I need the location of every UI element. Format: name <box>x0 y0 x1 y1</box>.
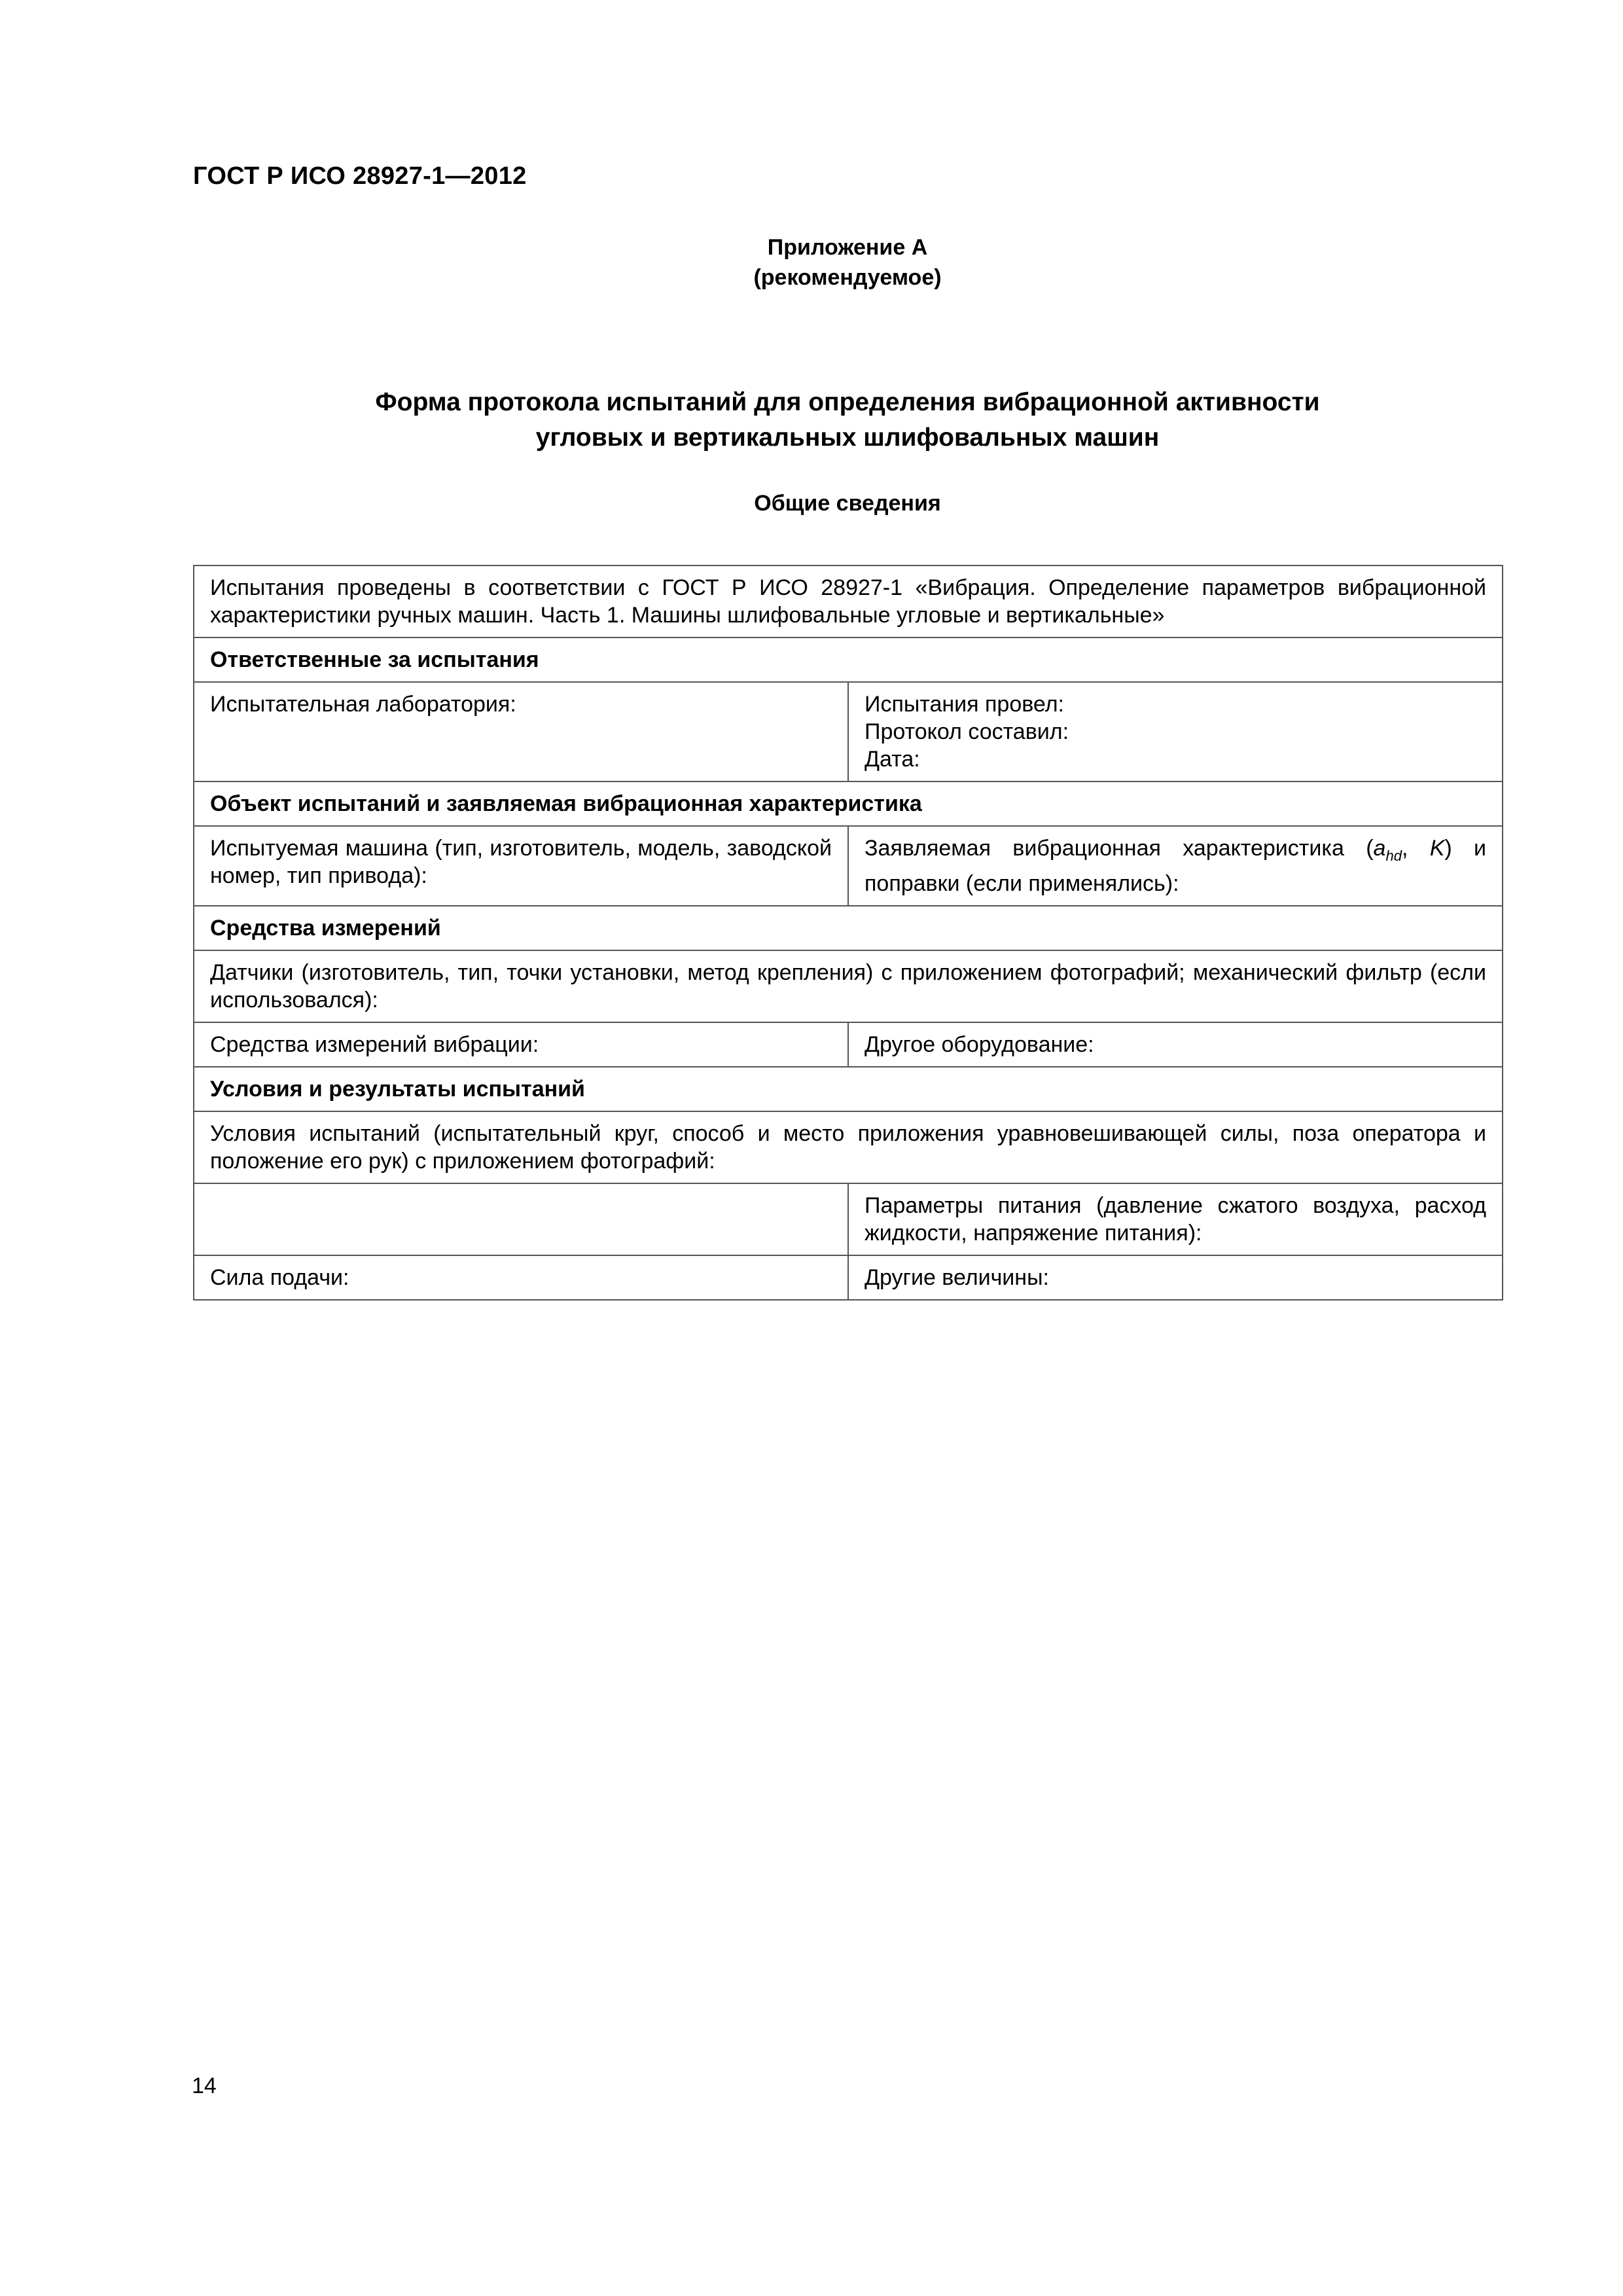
declared-suffix: ) и поправки (если применялись): <box>865 836 1487 896</box>
form-title-line-2: угловых и вертикальных шлифовальных машин <box>535 423 1160 452</box>
date-label: Дата: <box>865 747 920 772</box>
intro-cell: Испытания проведены в соответствии с ГОСТ Р ИСО 28927-1 «Вибрация. Определение параметров вибрационной характеристики ручных машин. Часть 1. Машины шлифовальные угловые и вертикальные» <box>194 565 1503 637</box>
appendix-heading <box>0 232 1623 293</box>
table-row <box>194 950 1503 1022</box>
object-header: Объект испытаний и заявляемая вибрационная характеристика <box>194 781 1503 826</box>
protocol-form-table <box>193 565 1503 1300</box>
table-row <box>194 1255 1503 1300</box>
table-row <box>194 781 1503 826</box>
vibration-instruments-cell: Средства измерений вибрации: <box>194 1022 848 1067</box>
table-row <box>194 1022 1503 1067</box>
subscript-hd: hd <box>1385 847 1402 864</box>
table-row <box>194 565 1503 637</box>
table-row <box>194 637 1503 682</box>
declared-value-cell <box>848 826 1503 906</box>
standard-id: ГОСТ Р ИСО 28927-1—2012 <box>193 162 527 190</box>
instruments-header: Средства измерений <box>194 906 1503 950</box>
other-values-cell: Другие величины: <box>848 1255 1503 1300</box>
responsible-persons-cell <box>848 682 1503 781</box>
responsible-header: Ответственные за испытания <box>194 637 1503 682</box>
power-parameters-cell: Параметры питания (давление сжатого воздуха, расход жидкости, напряжение питания): <box>848 1183 1503 1255</box>
table-row <box>194 1183 1503 1255</box>
sensors-cell: Датчики (изготовитель, тип, точки установки, метод крепления) с приложением фотографий; механический фильтр (если использовался): <box>194 950 1503 1022</box>
symbol-k: K <box>1429 836 1445 861</box>
conducted-by-label: Испытания провел: <box>865 692 1064 717</box>
page-number: 14 <box>192 2073 217 2098</box>
section-heading: Общие сведения <box>754 491 941 516</box>
empty-cell <box>194 1183 848 1255</box>
feed-force-cell: Сила подачи: <box>194 1255 848 1300</box>
table-row <box>194 682 1503 781</box>
test-conditions-cell: Условия испытаний (испытательный круг, способ и место приложения уравновешивающей силы, поза оператора и положение его рук) с приложением фотографий: <box>194 1111 1503 1183</box>
symbol-a: a <box>1373 836 1386 861</box>
appendix-status: (рекомендуемое) <box>753 265 942 290</box>
declared-separator: , <box>1401 836 1430 861</box>
form-title-line-1: Форма протокола испытаний для определения вибрационной активности <box>375 388 1320 416</box>
form-title <box>0 385 1623 456</box>
other-equipment-cell: Другое оборудование: <box>848 1022 1503 1067</box>
machine-cell: Испытуемая машина (тип, изготовитель, модель, заводской номер, тип привода): <box>194 826 848 906</box>
table-row <box>194 1111 1503 1183</box>
table-row <box>194 906 1503 950</box>
compiled-by-label: Протокол составил: <box>865 719 1069 744</box>
table-row <box>194 826 1503 906</box>
table-row <box>194 1067 1503 1111</box>
declared-prefix: Заявляемая вибрационная характеристика ( <box>865 836 1374 861</box>
appendix-label: Приложение А <box>767 235 928 260</box>
lab-cell: Испытательная лаборатория: <box>194 682 848 781</box>
conditions-header: Условия и результаты испытаний <box>194 1067 1503 1111</box>
